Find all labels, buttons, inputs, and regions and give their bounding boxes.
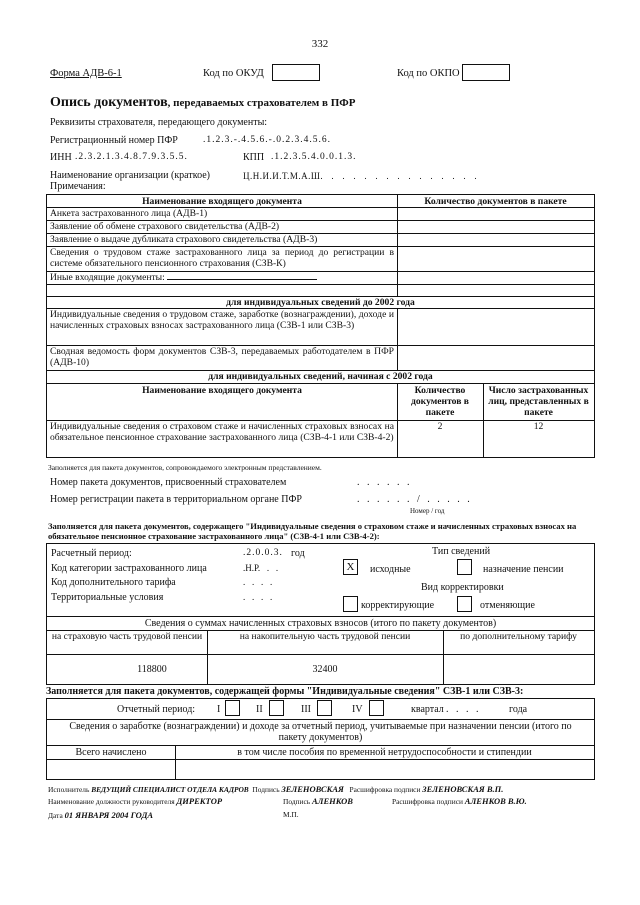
tariff-value[interactable]: . . . . <box>243 577 273 587</box>
table-row: Индивидуальные сведения о страховом стаже и начисленных страховых взносах на обязательное пенсионное страхование застрахованного лица (СЗВ-4-1 или СЗВ-4-2) <box>50 421 394 443</box>
period-unit: год <box>291 548 305 559</box>
quarter-year-value[interactable]: . . . . <box>446 704 479 715</box>
total-accrued-label: Всего начислено <box>75 747 147 758</box>
reg-number-value: .1.2.3.-.4.5.6.-.0.2.3.4.5.6. <box>203 135 331 145</box>
sign-label: Подпись <box>252 785 280 794</box>
szv4-persons-value: 12 <box>533 421 544 432</box>
col-doc-name-header-2: Наименование входящего документа <box>142 385 302 396</box>
head-value: ДИРЕКТОР <box>176 796 223 806</box>
notes-label: Примечания: <box>50 181 106 192</box>
sum-col-funded-header: на накопительную часть трудовой пенсии <box>239 631 411 642</box>
page-number: 332 <box>311 38 329 50</box>
territory-label: Территориальные условия <box>51 592 164 603</box>
title-rest: , передаваемых страхователем в ПФР <box>167 97 356 109</box>
tariff-label: Код дополнительного тарифа <box>51 577 176 588</box>
earnings-heading: Сведения о заработке (вознаграждении) и доходе за отчетный период, учитываемые при назначении пенсии (итого по пакету документов) <box>69 721 572 743</box>
quarter-2-checkbox[interactable] <box>269 700 284 716</box>
benefits-label: в том числе пособия по временной нетрудоспособности и стипендии <box>237 747 532 758</box>
date-label: Дата <box>48 811 63 820</box>
quarter-4-label: IV <box>352 704 363 715</box>
okpo-field[interactable] <box>462 64 510 81</box>
document-title <box>50 95 355 111</box>
szv1-box <box>46 698 595 780</box>
org-name-label: Наименование организации (краткое) <box>50 170 210 181</box>
head-line <box>48 796 222 806</box>
sum-insurance-value: 118800 <box>137 664 167 675</box>
kpp-label: КПП <box>243 152 265 163</box>
executor-label: Исполнитель <box>48 785 90 794</box>
col-count-header: Количество документов в пакете <box>424 196 567 207</box>
inn-value: .2.3.2.1.3.4.8.7.9.3.5.5. <box>75 152 188 162</box>
cancel-checkbox[interactable] <box>457 596 472 612</box>
szv4-box <box>46 543 595 685</box>
head-label: Наименование должности руководителя <box>48 797 175 806</box>
okud-label: Код по ОКУД <box>203 68 264 79</box>
sums-heading: Сведения о суммах начисленных страховых взносов (итого по пакету документов) <box>144 618 497 629</box>
initial-checkbox[interactable]: X <box>343 559 358 575</box>
table-row: Индивидуальные сведения о трудовом стаже, заработке (вознаграждении), доходе и начисленных страховых взносах застрахованного лица (СЗВ-1 или СЗВ-3) <box>50 309 394 331</box>
quarter-label: квартал <box>411 704 444 715</box>
quarter-3-label: III <box>301 704 311 715</box>
section-before-2002: для индивидуальных сведений до 2002 года <box>226 297 415 308</box>
szv1-heading: Заполняется для пакета документов, содержащей формы "Индивидуальные сведения" СЗВ-1 или СЗВ-3: <box>46 686 524 697</box>
okpo-label: Код по ОКПО <box>397 68 460 79</box>
quarter-3-checkbox[interactable] <box>317 700 332 716</box>
quarter-1-label: I <box>217 704 221 715</box>
package-reg-caption: Номер / год <box>410 507 445 515</box>
sign2-label: Подпись <box>283 797 311 806</box>
szv4-heading: Заполняется для пакета документов, содержащего "Индивидуальные сведения о страховом стаже и начисленных страховых взносах на обязательное пенсионное страхование застрахованного лица" (СЗВ-4-1 или СЗВ-4-2): <box>48 521 577 541</box>
reg-number-label: Регистрационный номер ПФР <box>50 135 178 146</box>
executor-value: ВЕДУЩИЙ СПЕЦИАЛИСТ ОТДЕЛА КАДРОВ <box>91 785 249 794</box>
col-doc-name-header: Наименование входящего документа <box>142 196 302 207</box>
table-row: Заявление об обмене страхового свидетельства (АДВ-2) <box>50 221 280 232</box>
package-number-value[interactable]: . . . . . . <box>357 477 410 488</box>
table-row: Анкета застрахованного лица (АДВ-1) <box>50 208 208 219</box>
cancel-label: отменяющие <box>480 600 535 611</box>
stamp-label: М.П. <box>283 810 299 819</box>
report-period-label: Отчетный период: <box>117 704 196 715</box>
quarter-4-checkbox[interactable] <box>369 700 384 716</box>
date-line <box>48 810 153 820</box>
decode2-label: Расшифровка подписи <box>392 797 463 806</box>
period-label: Расчетный период: <box>51 548 132 559</box>
other-docs-label: Иные входящие документы: <box>50 272 165 283</box>
sign-value: ЗЕЛЕНОВСКАЯ <box>281 784 344 794</box>
sum-col-additional-header: по дополнительному тарифу <box>460 631 577 642</box>
correction-type-label: Вид корректировки <box>421 582 504 593</box>
col-count-header-2: Количество документов в пакете <box>411 385 469 418</box>
table-row: Сводная ведомость форм документов СЗВ-3, передаваемых работодателем в ПФР (АДВ-10) <box>50 346 394 368</box>
section-from-2002: для индивидуальных сведений, начиная с 2002 года <box>208 371 433 382</box>
category-value[interactable]: .Н.Р. . . <box>243 563 279 573</box>
title-main: Опись документов <box>50 95 168 110</box>
period-value[interactable]: .2.0.0.3. <box>243 548 283 558</box>
year-label: года <box>509 704 528 715</box>
requisites-label: Реквизиты страхователя, передающего документы: <box>50 117 268 128</box>
corrective-checkbox[interactable] <box>343 596 358 612</box>
col-persons-header: Число застрахованных лиц, представленных в пакете <box>488 385 589 418</box>
sign2-value: АЛЕНКОВ <box>312 796 353 806</box>
territory-value[interactable]: . . . . <box>243 592 273 602</box>
date-value: 01 ЯНВАРЯ 2004 ГОДА <box>64 810 154 820</box>
decode-label: Расшифровка подписи <box>349 785 421 794</box>
decode2-value: АЛЕНКОВ В.Ю. <box>464 796 527 806</box>
package-reg-value[interactable]: . . . . . . / . . . . . <box>357 494 470 505</box>
other-docs-field[interactable] <box>167 279 317 280</box>
sum-funded-value: 32400 <box>312 664 338 675</box>
initial-label: исходные <box>370 564 411 575</box>
quarter-2-label: II <box>256 704 263 715</box>
info-type-label: Тип сведений <box>432 546 491 557</box>
documents-table <box>46 194 595 458</box>
sum-col-insurance-header: на страховую часть трудовой пенсии <box>51 631 203 642</box>
package-number-label: Номер пакета документов, присвоенный страхователем <box>50 477 287 488</box>
electronic-note: Заполняется для пакета документов, сопровождаемого электронным представлением. <box>48 463 322 472</box>
form-label: Форма АДВ-6-1 <box>50 68 122 79</box>
table-row: Сведения о трудовом стаже застрахованного лица за период до регистрации в системе обязательного пенсионного страхования (СЗВ-К) <box>50 247 394 269</box>
szv4-count-value: 2 <box>437 421 443 432</box>
corrective-label: корректирующие <box>361 600 435 611</box>
decode2-line <box>392 796 527 806</box>
package-reg-label: Номер регистрации пакета в территориальном органе ПФР <box>50 494 302 505</box>
inn-label: ИНН <box>50 152 72 163</box>
decode-value: ЗЕЛЕНОВСКАЯ В.П. <box>422 784 504 794</box>
table-row: Заявление о выдаче дубликата страхового свидетельства (АДВ-3) <box>50 234 318 245</box>
pension-checkbox[interactable] <box>457 559 472 575</box>
quarter-1-checkbox[interactable] <box>225 700 240 716</box>
kpp-value: .1.2.3.5.4.0.0.1.3. <box>271 152 357 162</box>
org-name-value: Ц.Н.И.И.Т.М.А.Ш. . . . . . . . . . . . . . . <box>243 171 478 181</box>
okud-field[interactable] <box>272 64 320 81</box>
executor-line <box>48 784 503 794</box>
sign2-line <box>283 796 353 806</box>
pension-label: назначение пенсии <box>483 564 564 575</box>
category-label: Код категории застрахованного лица <box>51 563 207 574</box>
table-row-other <box>47 272 397 283</box>
